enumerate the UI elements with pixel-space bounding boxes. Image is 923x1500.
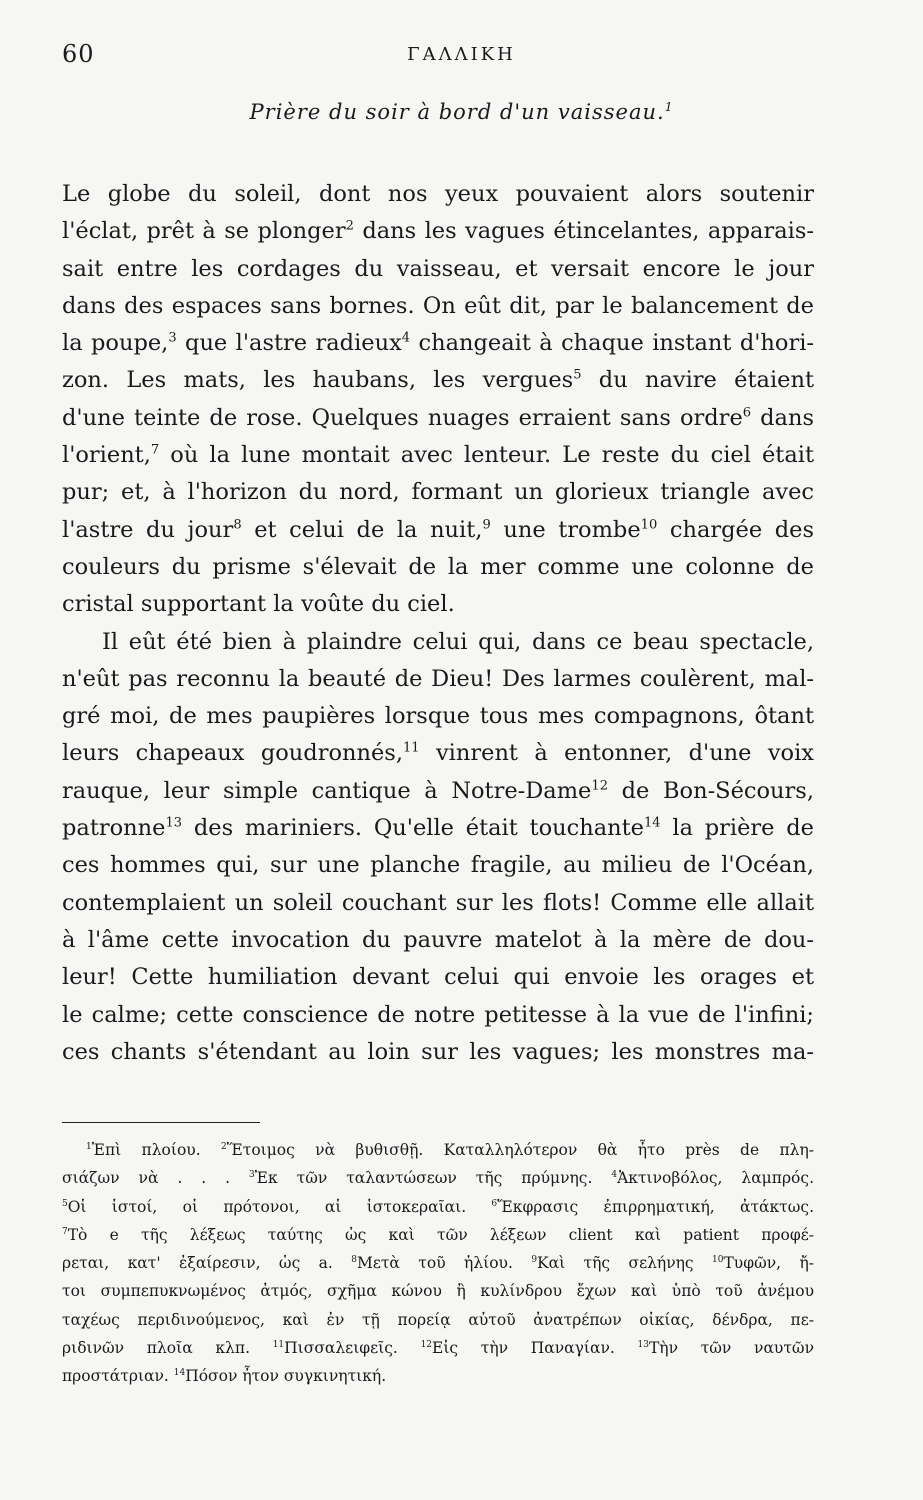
footnote-number: 12 (420, 1340, 433, 1351)
footnote-ref: 4 (401, 330, 411, 346)
footnote-ref: 9 (482, 517, 491, 533)
footnote-line: τοι συμπεπυκνωμένος ἀτμός, σχῆμα κώνου ἢ κυλίνδρου ἔχων καὶ ὑπὸ τοῦ ἀνέμου (62, 1282, 814, 1301)
footnote-line: $^5$Οἱ ἱστοί, οἱ πρότονοι, αἱ ἱστοκεραῖαι. $^6$Ἔκφρασις ἐπιρρηματική, ἀτάκτως. (62, 1197, 814, 1216)
text-line: rauque, leur simple cantique à Notre-Dame$^{12}$ de Bon-Sécours, (62, 777, 814, 804)
footnote-number: 4 (611, 1170, 618, 1181)
text-line: la poupe,$^3$ que l'astre radieux$^4$ changeait à chaque instant d'hori- (62, 330, 814, 357)
footnotes (62, 1136, 814, 1391)
footnote-ref: 12 (591, 778, 608, 794)
text-line: leur! Cette humiliation devant celui qui envoie les orages et (62, 964, 814, 991)
footnote-ref: 13 (165, 815, 183, 831)
footnote-ref: 11 (403, 740, 420, 756)
text-line: Le globe du soleil, dont nos yeux pouvaient alors soutenir (62, 181, 814, 207)
footnote-ref: 2 (345, 218, 354, 234)
footnote-line: $^7$Τὸ e τῆς λέξεως ταύτης ὡς καὶ τῶν λέξεων client καὶ patient προφέ- (62, 1225, 814, 1244)
text-line: l'astre du jour$^8$ et celui de la nuit,$^9$ une trombe$^{10}$ chargée des (62, 516, 814, 543)
text-line: pur; et, à l'horizon du nord, formant un glorieux triangle avec (62, 479, 814, 506)
footnote-number: 13 (637, 1340, 649, 1351)
footnote-ref: 8 (233, 517, 242, 533)
page-number: 60 (62, 40, 95, 68)
text-line: à l'âme cette invocation du pauvre matelot à la mère de dou- (62, 926, 814, 953)
footnote-line: ρεται, κατ' ἐξαίρεσιν, ὡς a. $^8$Μετὰ τοῦ ἡλίου. $^9$Καὶ τῆς σελήνης $^{10}$Τυφῶν, ἤ- (62, 1254, 814, 1273)
footnote-line: $^1$Ἐπὶ πλοίου. $^2$Ἕτοιμος νὰ βυθισθῇ. Καταλληλότερον θὰ ἦτο près de πλη- (86, 1141, 814, 1159)
footnote-line: ριδινῶν πλοῖα κλπ. $^{11}$Πισσαλειφεῖς. $^{12}$Εἰς τὴν Παναγίαν. $^{13}$Τὴν τῶν ναυτῶν (62, 1339, 814, 1358)
text-line: zon. Les mats, les haubans, les vergues$^5$ du navire étaient (62, 367, 814, 394)
footnote-number: 1 (86, 1142, 92, 1153)
text-line: patronne$^{13}$ des mariniers. Qu'elle était touchante$^{14}$ la prière de (62, 815, 814, 842)
footnote-line: προστάτριαν. $^{14}$Πόσον ἦτον συγκινητική. (62, 1367, 387, 1386)
text-line: le calme; cette conscience de notre petitesse à la vue de l'infini; (62, 1001, 814, 1028)
text-line: gré moi, de mes paupières lorsque tous mes compagnons, ôtant (62, 703, 814, 730)
text-line: leurs chapeaux goudronnés,$^{11}$ vinrent à entonner, d'une voix (62, 740, 814, 767)
footnote-ref: 10 (640, 517, 658, 533)
footnote-number: 14 (173, 1368, 186, 1379)
text-line: l'éclat, prêt à se plonger$^2$ dans les vagues étincelantes, apparais- (62, 218, 814, 245)
text-line: contemplaient un soleil couchant sur les flots! Comme elle allait (62, 889, 814, 916)
footnote-number: 6 (491, 1198, 498, 1209)
text-line: d'une teinte de rose. Quelques nuages erraient sans ordre$^6$ dans (62, 404, 814, 431)
chapter-title-text: Prière du soir à bord d'un vaisseau. (249, 100, 665, 124)
footnote-line: ταχέως περιδινούμενος, καὶ ἐν τῇ πορείᾳ αὐτοῦ ἀνατρέπων οἰκίας, δένδρα, πε- (62, 1310, 814, 1329)
text-line: n'eût pas reconnu la beauté de Dieu! Des larmes coulèrent, mal- (62, 665, 814, 692)
footnote-number: 7 (62, 1227, 68, 1238)
text-line: l'orient,$^7$ où la lune montait avec lenteur. Le reste du ciel était (62, 442, 814, 469)
footnote-ref: 14 (643, 815, 661, 831)
footnote-ref: 6 (742, 405, 752, 421)
footnote-ref: 5 (573, 368, 582, 384)
text-line: couleurs du prisme s'élevait de la mer comme une colonne de (62, 553, 814, 580)
footnote-number: 8 (351, 1255, 357, 1266)
footnote-number: 9 (531, 1255, 538, 1266)
text-line: Il eût été bien à plaindre celui qui, dans ce beau spectacle, (102, 628, 814, 655)
text-line: ces chants s'étendant au loin sur les vagues; les monstres ma- (62, 1038, 814, 1065)
footnote-number: 3 (249, 1170, 255, 1181)
text-line: cristal supportant la voûte du ciel. (62, 591, 455, 618)
footnote-ref: 7 (150, 442, 160, 458)
footnote-ref: 1 (664, 100, 674, 115)
text-line: sait entre les cordages du vaisseau, et versait encore le jour (62, 255, 814, 282)
footnote-ref: 3 (168, 330, 177, 346)
footnote-line: σιάζων νὰ . . . $^3$Ἐκ τῶν ταλαντώσεων τῆς πρύμνης. $^4$Ἀκτινοβόλος, λαμπρός. (62, 1169, 814, 1188)
footnote-divider (62, 1122, 260, 1123)
text-line: dans des espaces sans bornes. On eût dit, par le balancement de (62, 292, 814, 319)
footnote-number: 2 (220, 1142, 227, 1153)
footnote-number: 11 (272, 1340, 285, 1351)
running-head: ΓΑΛΛΙΚΗ (407, 44, 516, 65)
footnote-number: 10 (712, 1255, 724, 1266)
chapter-title (0, 100, 923, 124)
footnote-number: 5 (62, 1198, 68, 1209)
body-text (62, 176, 814, 1071)
text-line: ces hommes qui, sur une planche fragile, au milieu de l'Océan, (62, 852, 814, 879)
